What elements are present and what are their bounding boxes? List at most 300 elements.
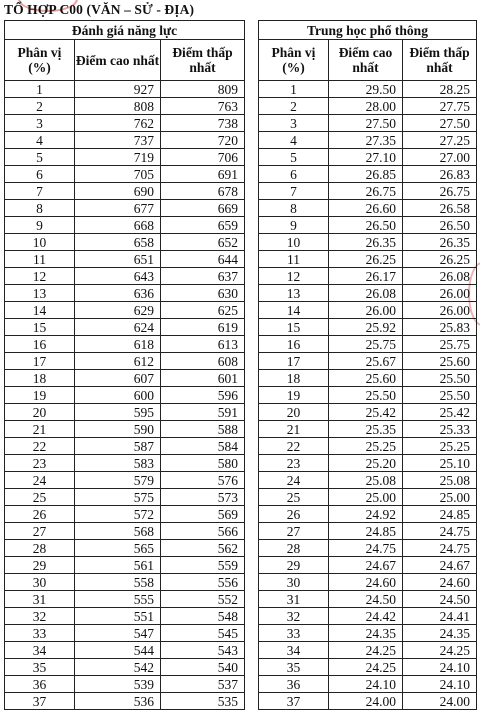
min-score-cell: 26.75 bbox=[403, 183, 477, 200]
percentile-cell: 4 bbox=[259, 132, 329, 149]
min-score-cell: 25.50 bbox=[403, 370, 477, 387]
max-score-cell: 565 bbox=[75, 540, 161, 557]
percentile-cell: 36 bbox=[5, 676, 75, 693]
percentile-cell: 36 bbox=[259, 676, 329, 693]
table-row bbox=[259, 557, 477, 574]
max-score-cell: 927 bbox=[75, 81, 161, 98]
max-score-cell: 24.00 bbox=[329, 693, 403, 710]
percentile-cell: 7 bbox=[5, 183, 75, 200]
min-score-cell: 540 bbox=[161, 659, 245, 676]
percentile-cell: 26 bbox=[5, 506, 75, 523]
percentile-cell: 3 bbox=[259, 115, 329, 132]
percentile-cell: 29 bbox=[5, 557, 75, 574]
min-score-cell: 24.75 bbox=[403, 540, 477, 557]
percentile-cell: 35 bbox=[259, 659, 329, 676]
table-row bbox=[5, 302, 245, 319]
max-score-cell: 26.25 bbox=[329, 251, 403, 268]
max-score-cell: 808 bbox=[75, 98, 161, 115]
table-row bbox=[5, 336, 245, 353]
table-row bbox=[259, 438, 477, 455]
percentile-cell: 31 bbox=[259, 591, 329, 608]
percentile-cell: 23 bbox=[259, 455, 329, 472]
table-row bbox=[5, 574, 245, 591]
max-score-cell: 668 bbox=[75, 217, 161, 234]
max-score-cell: 26.00 bbox=[329, 302, 403, 319]
table-row bbox=[259, 166, 477, 183]
max-score-cell: 24.25 bbox=[329, 642, 403, 659]
min-score-cell: 24.75 bbox=[403, 523, 477, 540]
max-score-cell: 677 bbox=[75, 200, 161, 217]
min-score-cell: 637 bbox=[161, 268, 245, 285]
column-header: Điểm thấp nhất bbox=[161, 40, 245, 81]
table-body bbox=[259, 81, 477, 710]
left-table bbox=[4, 20, 245, 710]
table-row bbox=[5, 557, 245, 574]
percentile-cell: 15 bbox=[5, 319, 75, 336]
min-score-cell: 26.08 bbox=[403, 268, 477, 285]
min-score-cell: 625 bbox=[161, 302, 245, 319]
percentile-cell: 37 bbox=[5, 693, 75, 710]
table-row bbox=[5, 370, 245, 387]
max-score-cell: 26.08 bbox=[329, 285, 403, 302]
percentile-cell: 15 bbox=[259, 319, 329, 336]
max-score-cell: 26.85 bbox=[329, 166, 403, 183]
percentile-cell: 28 bbox=[259, 540, 329, 557]
min-score-cell: 596 bbox=[161, 387, 245, 404]
table-row bbox=[259, 336, 477, 353]
min-score-cell: 26.00 bbox=[403, 285, 477, 302]
max-score-cell: 595 bbox=[75, 404, 161, 421]
table-row bbox=[259, 285, 477, 302]
percentile-cell: 22 bbox=[259, 438, 329, 455]
min-score-cell: 25.83 bbox=[403, 319, 477, 336]
max-score-cell: 25.08 bbox=[329, 472, 403, 489]
min-score-cell: 26.50 bbox=[403, 217, 477, 234]
min-score-cell: 630 bbox=[161, 285, 245, 302]
percentile-cell: 1 bbox=[259, 81, 329, 98]
percentile-cell: 22 bbox=[5, 438, 75, 455]
table-row bbox=[259, 574, 477, 591]
table-row bbox=[5, 438, 245, 455]
max-score-cell: 705 bbox=[75, 166, 161, 183]
table-row bbox=[5, 506, 245, 523]
table-row bbox=[5, 608, 245, 625]
percentile-cell: 11 bbox=[5, 251, 75, 268]
min-score-cell: 613 bbox=[161, 336, 245, 353]
min-score-cell: 27.50 bbox=[403, 115, 477, 132]
max-score-cell: 26.50 bbox=[329, 217, 403, 234]
max-score-cell: 24.92 bbox=[329, 506, 403, 523]
percentile-cell: 5 bbox=[5, 149, 75, 166]
min-score-cell: 556 bbox=[161, 574, 245, 591]
max-score-cell: 762 bbox=[75, 115, 161, 132]
table-row bbox=[5, 540, 245, 557]
min-score-cell: 652 bbox=[161, 234, 245, 251]
table-row bbox=[5, 387, 245, 404]
max-score-cell: 24.67 bbox=[329, 557, 403, 574]
max-score-cell: 561 bbox=[75, 557, 161, 574]
percentile-cell: 24 bbox=[5, 472, 75, 489]
table-body bbox=[5, 81, 245, 710]
max-score-cell: 690 bbox=[75, 183, 161, 200]
max-score-cell: 555 bbox=[75, 591, 161, 608]
max-score-cell: 25.42 bbox=[329, 404, 403, 421]
percentile-cell: 16 bbox=[259, 336, 329, 353]
max-score-cell: 572 bbox=[75, 506, 161, 523]
max-score-cell: 26.75 bbox=[329, 183, 403, 200]
min-score-cell: 591 bbox=[161, 404, 245, 421]
table-row bbox=[259, 149, 477, 166]
percentile-cell: 35 bbox=[5, 659, 75, 676]
min-score-cell: 27.00 bbox=[403, 149, 477, 166]
percentile-cell: 30 bbox=[5, 574, 75, 591]
percentile-cell: 9 bbox=[259, 217, 329, 234]
table-row bbox=[5, 659, 245, 676]
percentile-cell: 13 bbox=[259, 285, 329, 302]
max-score-cell: 624 bbox=[75, 319, 161, 336]
percentile-cell: 18 bbox=[259, 370, 329, 387]
table-row bbox=[259, 506, 477, 523]
table-row bbox=[5, 200, 245, 217]
percentile-cell: 12 bbox=[5, 268, 75, 285]
table-row bbox=[5, 404, 245, 421]
percentile-cell: 28 bbox=[5, 540, 75, 557]
right-table bbox=[258, 20, 477, 710]
percentile-cell: 8 bbox=[259, 200, 329, 217]
table-row bbox=[5, 234, 245, 251]
table-row bbox=[5, 591, 245, 608]
table-row bbox=[259, 234, 477, 251]
max-score-cell: 590 bbox=[75, 421, 161, 438]
max-score-cell: 24.25 bbox=[329, 659, 403, 676]
column-header: Điểm thấp nhất bbox=[403, 40, 477, 81]
table-row bbox=[5, 166, 245, 183]
page-title: TỔ HỢP C00 (VĂN – SỬ - ĐỊA) bbox=[4, 2, 195, 17]
table-row bbox=[5, 217, 245, 234]
max-score-cell: 25.50 bbox=[329, 387, 403, 404]
table-row bbox=[5, 642, 245, 659]
min-score-cell: 601 bbox=[161, 370, 245, 387]
table-row bbox=[259, 591, 477, 608]
percentile-cell: 33 bbox=[259, 625, 329, 642]
table-row bbox=[5, 676, 245, 693]
min-score-cell: 720 bbox=[161, 132, 245, 149]
percentile-cell: 30 bbox=[259, 574, 329, 591]
min-score-cell: 27.75 bbox=[403, 98, 477, 115]
table-row bbox=[5, 285, 245, 302]
min-score-cell: 26.00 bbox=[403, 302, 477, 319]
max-score-cell: 558 bbox=[75, 574, 161, 591]
max-score-cell: 24.42 bbox=[329, 608, 403, 625]
table-row bbox=[259, 608, 477, 625]
percentile-cell: 9 bbox=[5, 217, 75, 234]
min-score-cell: 569 bbox=[161, 506, 245, 523]
table-row bbox=[259, 625, 477, 642]
min-score-cell: 26.25 bbox=[403, 251, 477, 268]
max-score-cell: 658 bbox=[75, 234, 161, 251]
table-row bbox=[5, 98, 245, 115]
max-score-cell: 24.75 bbox=[329, 540, 403, 557]
percentile-cell: 8 bbox=[5, 200, 75, 217]
table-row bbox=[259, 302, 477, 319]
percentile-cell: 19 bbox=[5, 387, 75, 404]
percentile-cell: 10 bbox=[5, 234, 75, 251]
percentile-cell: 25 bbox=[5, 489, 75, 506]
max-score-cell: 24.50 bbox=[329, 591, 403, 608]
table-row bbox=[259, 642, 477, 659]
table-row bbox=[5, 625, 245, 642]
percentile-cell: 29 bbox=[259, 557, 329, 574]
max-score-cell: 719 bbox=[75, 149, 161, 166]
percentile-cell: 17 bbox=[5, 353, 75, 370]
max-score-cell: 27.50 bbox=[329, 115, 403, 132]
min-score-cell: 24.00 bbox=[403, 693, 477, 710]
table-row bbox=[259, 523, 477, 540]
max-score-cell: 26.60 bbox=[329, 200, 403, 217]
table-row bbox=[5, 472, 245, 489]
percentile-cell: 7 bbox=[259, 183, 329, 200]
percentile-cell: 27 bbox=[5, 523, 75, 540]
percentile-cell: 2 bbox=[259, 98, 329, 115]
percentile-cell: 17 bbox=[259, 353, 329, 370]
table-row bbox=[259, 319, 477, 336]
min-score-cell: 566 bbox=[161, 523, 245, 540]
min-score-cell: 25.50 bbox=[403, 387, 477, 404]
percentile-cell: 33 bbox=[5, 625, 75, 642]
min-score-cell: 25.60 bbox=[403, 353, 477, 370]
min-score-cell: 26.83 bbox=[403, 166, 477, 183]
min-score-cell: 28.25 bbox=[403, 81, 477, 98]
max-score-cell: 25.92 bbox=[329, 319, 403, 336]
min-score-cell: 678 bbox=[161, 183, 245, 200]
max-score-cell: 25.35 bbox=[329, 421, 403, 438]
table-row bbox=[259, 98, 477, 115]
max-score-cell: 536 bbox=[75, 693, 161, 710]
percentile-cell: 6 bbox=[5, 166, 75, 183]
percentile-cell: 24 bbox=[259, 472, 329, 489]
max-score-cell: 737 bbox=[75, 132, 161, 149]
min-score-cell: 573 bbox=[161, 489, 245, 506]
percentile-cell: 32 bbox=[259, 608, 329, 625]
max-score-cell: 636 bbox=[75, 285, 161, 302]
max-score-cell: 568 bbox=[75, 523, 161, 540]
percentile-cell: 11 bbox=[259, 251, 329, 268]
group-header: Trung học phổ thông bbox=[259, 21, 477, 40]
max-score-cell: 547 bbox=[75, 625, 161, 642]
min-score-cell: 619 bbox=[161, 319, 245, 336]
table-row bbox=[259, 115, 477, 132]
percentile-cell: 34 bbox=[259, 642, 329, 659]
column-header: Phân vị (%) bbox=[259, 40, 329, 81]
max-score-cell: 607 bbox=[75, 370, 161, 387]
max-score-cell: 651 bbox=[75, 251, 161, 268]
table-row bbox=[259, 268, 477, 285]
min-score-cell: 588 bbox=[161, 421, 245, 438]
max-score-cell: 24.10 bbox=[329, 676, 403, 693]
min-score-cell: 809 bbox=[161, 81, 245, 98]
percentile-cell: 31 bbox=[5, 591, 75, 608]
min-score-cell: 535 bbox=[161, 693, 245, 710]
min-score-cell: 644 bbox=[161, 251, 245, 268]
table-row bbox=[5, 455, 245, 472]
max-score-cell: 539 bbox=[75, 676, 161, 693]
table-row bbox=[5, 319, 245, 336]
min-score-cell: 576 bbox=[161, 472, 245, 489]
max-score-cell: 542 bbox=[75, 659, 161, 676]
max-score-cell: 27.10 bbox=[329, 149, 403, 166]
min-score-cell: 763 bbox=[161, 98, 245, 115]
percentile-cell: 20 bbox=[5, 404, 75, 421]
table-row bbox=[259, 353, 477, 370]
percentile-cell: 20 bbox=[259, 404, 329, 421]
min-score-cell: 691 bbox=[161, 166, 245, 183]
min-score-cell: 24.10 bbox=[403, 676, 477, 693]
table-row bbox=[5, 81, 245, 98]
min-score-cell: 25.10 bbox=[403, 455, 477, 472]
percentile-cell: 14 bbox=[259, 302, 329, 319]
percentile-cell: 34 bbox=[5, 642, 75, 659]
min-score-cell: 24.50 bbox=[403, 591, 477, 608]
percentile-cell: 25 bbox=[259, 489, 329, 506]
max-score-cell: 25.67 bbox=[329, 353, 403, 370]
max-score-cell: 551 bbox=[75, 608, 161, 625]
percentile-cell: 2 bbox=[5, 98, 75, 115]
table-row bbox=[259, 693, 477, 710]
percentile-cell: 12 bbox=[259, 268, 329, 285]
table-row bbox=[259, 421, 477, 438]
percentile-cell: 18 bbox=[5, 370, 75, 387]
percentile-cell: 32 bbox=[5, 608, 75, 625]
percentile-cell: 16 bbox=[5, 336, 75, 353]
max-score-cell: 25.00 bbox=[329, 489, 403, 506]
max-score-cell: 583 bbox=[75, 455, 161, 472]
min-score-cell: 24.85 bbox=[403, 506, 477, 523]
max-score-cell: 587 bbox=[75, 438, 161, 455]
percentile-cell: 27 bbox=[259, 523, 329, 540]
min-score-cell: 706 bbox=[161, 149, 245, 166]
max-score-cell: 544 bbox=[75, 642, 161, 659]
min-score-cell: 24.10 bbox=[403, 659, 477, 676]
max-score-cell: 612 bbox=[75, 353, 161, 370]
table-row bbox=[259, 387, 477, 404]
max-score-cell: 26.17 bbox=[329, 268, 403, 285]
min-score-cell: 580 bbox=[161, 455, 245, 472]
table-row bbox=[5, 268, 245, 285]
table-row bbox=[259, 81, 477, 98]
max-score-cell: 24.35 bbox=[329, 625, 403, 642]
max-score-cell: 27.35 bbox=[329, 132, 403, 149]
table-row bbox=[259, 200, 477, 217]
max-score-cell: 25.25 bbox=[329, 438, 403, 455]
percentile-cell: 3 bbox=[5, 115, 75, 132]
table-row bbox=[259, 251, 477, 268]
column-header: Điểm cao nhất bbox=[329, 40, 403, 81]
min-score-cell: 25.08 bbox=[403, 472, 477, 489]
table-row bbox=[259, 132, 477, 149]
table-row bbox=[5, 353, 245, 370]
percentile-cell: 6 bbox=[259, 166, 329, 183]
table-row bbox=[259, 472, 477, 489]
min-score-cell: 562 bbox=[161, 540, 245, 557]
percentile-cell: 21 bbox=[5, 421, 75, 438]
min-score-cell: 559 bbox=[161, 557, 245, 574]
column-header: Phân vị (%) bbox=[5, 40, 75, 81]
min-score-cell: 26.35 bbox=[403, 234, 477, 251]
table-row bbox=[5, 149, 245, 166]
min-score-cell: 25.42 bbox=[403, 404, 477, 421]
percentile-cell: 4 bbox=[5, 132, 75, 149]
min-score-cell: 25.25 bbox=[403, 438, 477, 455]
min-score-cell: 537 bbox=[161, 676, 245, 693]
percentile-cell: 10 bbox=[259, 234, 329, 251]
max-score-cell: 575 bbox=[75, 489, 161, 506]
percentile-cell: 13 bbox=[5, 285, 75, 302]
min-score-cell: 25.75 bbox=[403, 336, 477, 353]
column-header: Điểm cao nhất bbox=[75, 40, 161, 81]
max-score-cell: 26.35 bbox=[329, 234, 403, 251]
min-score-cell: 548 bbox=[161, 608, 245, 625]
table-row bbox=[5, 132, 245, 149]
table-row bbox=[259, 455, 477, 472]
percentile-cell: 26 bbox=[259, 506, 329, 523]
percentile-cell: 1 bbox=[5, 81, 75, 98]
table-row bbox=[5, 183, 245, 200]
percentile-cell: 21 bbox=[259, 421, 329, 438]
min-score-cell: 27.25 bbox=[403, 132, 477, 149]
table-row bbox=[259, 489, 477, 506]
min-score-cell: 25.00 bbox=[403, 489, 477, 506]
table-row bbox=[5, 251, 245, 268]
min-score-cell: 608 bbox=[161, 353, 245, 370]
min-score-cell: 26.58 bbox=[403, 200, 477, 217]
percentile-cell: 37 bbox=[259, 693, 329, 710]
min-score-cell: 545 bbox=[161, 625, 245, 642]
max-score-cell: 600 bbox=[75, 387, 161, 404]
percentile-cell: 14 bbox=[5, 302, 75, 319]
table-row bbox=[259, 370, 477, 387]
table-row bbox=[259, 217, 477, 234]
table-row bbox=[5, 421, 245, 438]
min-score-cell: 24.41 bbox=[403, 608, 477, 625]
max-score-cell: 629 bbox=[75, 302, 161, 319]
min-score-cell: 738 bbox=[161, 115, 245, 132]
max-score-cell: 25.75 bbox=[329, 336, 403, 353]
percentile-cell: 23 bbox=[5, 455, 75, 472]
max-score-cell: 25.20 bbox=[329, 455, 403, 472]
table-row bbox=[5, 523, 245, 540]
table-row bbox=[5, 489, 245, 506]
table-row bbox=[5, 693, 245, 710]
min-score-cell: 552 bbox=[161, 591, 245, 608]
group-header: Đánh giá năng lực bbox=[5, 21, 245, 40]
min-score-cell: 24.35 bbox=[403, 625, 477, 642]
max-score-cell: 25.60 bbox=[329, 370, 403, 387]
min-score-cell: 25.33 bbox=[403, 421, 477, 438]
min-score-cell: 659 bbox=[161, 217, 245, 234]
min-score-cell: 669 bbox=[161, 200, 245, 217]
max-score-cell: 29.50 bbox=[329, 81, 403, 98]
max-score-cell: 24.60 bbox=[329, 574, 403, 591]
table-row bbox=[259, 540, 477, 557]
table-row bbox=[5, 115, 245, 132]
percentile-cell: 19 bbox=[259, 387, 329, 404]
table-row bbox=[259, 404, 477, 421]
min-score-cell: 24.67 bbox=[403, 557, 477, 574]
min-score-cell: 543 bbox=[161, 642, 245, 659]
max-score-cell: 28.00 bbox=[329, 98, 403, 115]
min-score-cell: 24.60 bbox=[403, 574, 477, 591]
max-score-cell: 24.85 bbox=[329, 523, 403, 540]
